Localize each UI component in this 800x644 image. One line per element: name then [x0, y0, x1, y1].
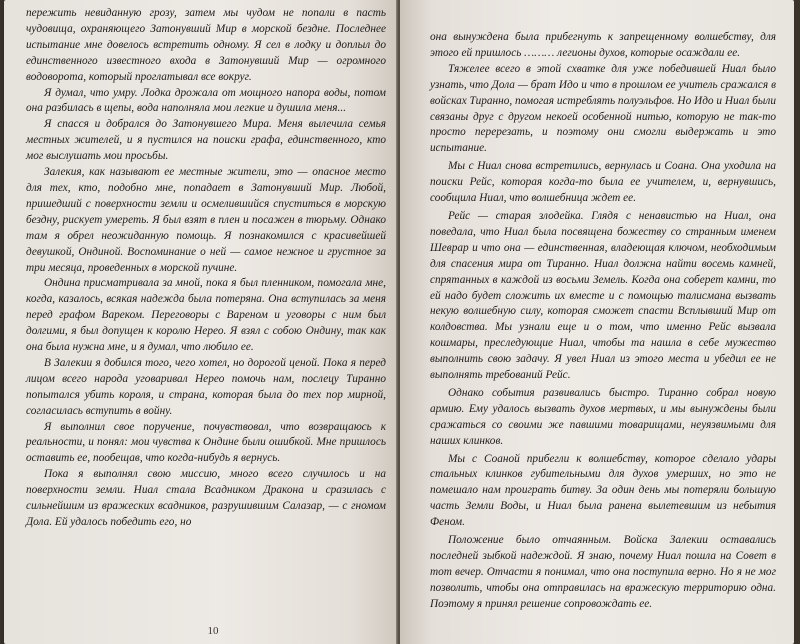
right-paragraph-4: Рейс — старая злодейка. Глядя с ненавистью на Ниал, она поведала, что Ниал была посвящена божеству со странным именем Шеврар и что она — единственная, владеющая ключом, необходимым для спасения мира от Тиранно. Ниал должна найти восемь камней, спрятанных в каждой из восьми Земель. Когда она соберет камни, то ей надо будет сложить их вместе и с помощью талисмана вызвать некую волшебную силу, которая сможет спасти Всплывший Мир от колдовства. Мы узнали еще и о том, что именно Рейс вызвала кошмары, преследующие Ниал, чтобы та нашла в себе мужество выполнить свою задачу. Я увел Ниал из этого места и убедил ее не выполнять требований Рейс.: [430, 209, 776, 382]
left-paragraph-3: Я спасся и добрался до Затонувшего Мира. Меня вылечила семья местных жителей, и я пустился на поиски графа, единственного, кто мог выслушать мои просьбы.: [26, 118, 386, 163]
left-paragraph-4: Залекия, как называют ее местные жители, это — опасное место для тех, кто, подобно мне, попадает в Затонувший Мир. Любой, пришедший с поверхности земли и осмелившийся спуститься в морскую бездну, рискует умереть. Я был взят в плен и посажен в тюрьму. Однако там я обрел неожиданную помощь. Я познакомился с красивейшей девушкой, Ондиной. Воспоминание о ней — самое нежное и грустное за три месяца, проведенных в морской пучине.: [26, 166, 386, 274]
left-paragraph-8: Пока я выполнял свою миссию, много всего случилось и на поверхности земли. Ниал стала Всадником Дракона и сразилась с сильнейшим из вражеских всадников, разрушившим Салазар, — с гномом Дола. Ей удалось победить его, но: [26, 468, 386, 528]
right-paragraph-5: Однако события развивались быстро. Тиранно собрал новую армию. Ему удалось вызвать духов мертвых, и мы вынуждены были сражаться со своими же павшими товарищами, неуязвимыми для наших клинков.: [430, 386, 776, 447]
left-paragraph-7: Я выполнил свое поручение, почувствовал, что возвращаюсь к реальности, и понял: мои чувства к Ондине были ошибкой. Мне пришлось оставить ее, пообещав, что когда-нибудь я вернусь.: [26, 420, 386, 465]
right-page: [400, 0, 794, 644]
right-paragraph-1: она вынуждена была прибегнуть к запрещенному волшебству, для этого ей пришлось ……… легионы духов, которые осаждали ее.: [430, 31, 776, 59]
right-paragraph-7: Положение было отчаянным. Войска Залекии оставались последней зыбкой надеждой. Я знаю, почему Ниал пошла на Совет в тот вечер. Отчасти я понимал, что она поступила верно. Но я не мог позволить, чтобы она отправилась на вражескую территорию одна. Поэтому я принял решение сопровождать ее.: [430, 534, 776, 610]
right-paragraph-3: Мы с Ниал снова встретились, вернулась и Соана. Она уходила на поиски Рейс, которая когда-то была ее учителем, и, вернувшись, сообщила Ниал, что волшебница ждет ее.: [430, 160, 776, 205]
left-paragraph-6: В Залекии я добился того, чего хотел, но дорогой ценой. Пока я перед лицом всего народа уговаривал Нерео помочь нам, послецу Тиранно попытался убить короля, и страна, которая была до тех пор мирной, согласилась вступить в войну.: [26, 356, 386, 417]
right-paragraph-6: Мы с Соаной прибегли к волшебству, которое сделало удары стальных клинков губительными для духов умерших, но это не помешало нам проиграть битву. За один день мы потеряли большую часть Земли Воды, и Ниал была ранена вылетевшим из небытия Феном.: [430, 452, 776, 529]
right-paragraph-2: Тяжелее всего в этой схватке для уже победившей Ниал было узнать, что Дола — брат Идо и что в прошлом ее учитель сражался в войсках Тиранно, помогая истреблять полуэльфов. Но Идо и Ниал были связаны друг с другом некоей особенной нитью, которую не так-то просто перерезать, и поэтому они смогли выдержать и это испытание.: [430, 62, 776, 155]
left-paragraph-1: пережить невиданную грозу, затем мы чудом не попали в пасть чудовища, охраняющего Затонувший Мир в морской бездне. Последнее испытание мне довелось встретить одному. Я сел в лодку и доплыл до единственного известного входа в Затонувший Мир — огромного водоворота, который проглатывал все вокруг.: [26, 7, 386, 83]
left-page: [4, 0, 398, 644]
page-number: 10: [207, 625, 219, 638]
left-paragraph-5: Ондина присматривала за мной, пока я был пленником, помогала мне, когда, казалось, всякая надежда была потеряна. Она вступилась за меня перед графом Вареком. Переговоры с Вареном и уговоры с ним был долгими, я был допущен к королю Нерео. Я взял с собою Ондину, так как она была нужна мне, и я думал, что любило ее.: [26, 277, 386, 354]
left-paragraph-2: Я думал, что умру. Лодка дрожала от мощного напора воды, потом она разбилась в щепы, вода наполняла мои легкие и душила меня...: [26, 86, 386, 115]
